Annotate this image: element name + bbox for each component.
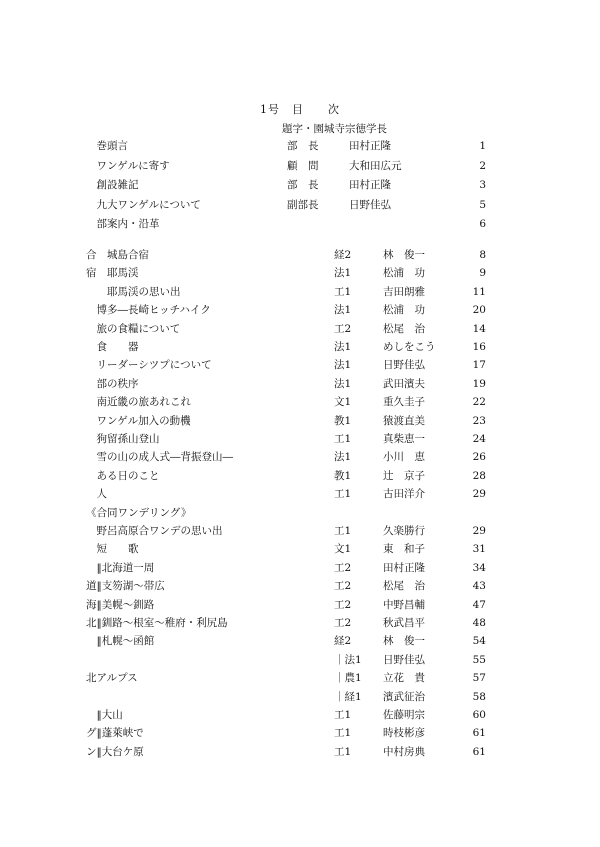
entry-page: 11 — [472, 285, 486, 298]
entry-affiliation: 工1 — [334, 525, 352, 537]
entry-affiliation: 工2 — [334, 322, 352, 335]
entry-affiliation: 工1 — [334, 285, 352, 298]
entry-author: 中野昌輔 — [383, 598, 425, 611]
entry-title: 創設雑記 — [86, 179, 139, 192]
toc-entry — [0, 159, 600, 177]
entry-author: 松浦 功 — [383, 267, 425, 280]
toc-entry — [0, 524, 600, 542]
entry-affiliation: 工1 — [334, 727, 352, 740]
entry-author: 大和田広元 — [349, 159, 402, 172]
entry-affiliation: 工2 — [334, 598, 352, 611]
entry-page: 14 — [472, 322, 486, 335]
entry-author: 重久圭子 — [383, 396, 425, 409]
entry-position: 部 長 — [287, 140, 319, 152]
entry-title: 野呂高原合ワンデの思い出 — [86, 525, 223, 537]
entry-affiliation: 工1 — [334, 433, 352, 445]
entry-position: 部 長 — [287, 179, 319, 192]
entry-affiliation: 文1 — [334, 396, 352, 409]
entry-page: 3 — [479, 179, 486, 192]
entry-author: 日野佳弘 — [383, 359, 425, 372]
entry-affiliation: 文1 — [334, 543, 352, 556]
entry-affiliation: 経2 — [334, 249, 352, 261]
entry-page: 5 — [479, 198, 486, 211]
toc-entry — [0, 178, 600, 196]
entry-title: 食 器 — [86, 341, 139, 353]
toc-entry — [0, 745, 600, 763]
entry-page: 34 — [472, 561, 486, 574]
entry-page: 2 — [479, 159, 486, 172]
entry-author: 武田濱夫 — [383, 377, 425, 390]
toc-entry — [0, 414, 600, 432]
entry-page: 61 — [472, 727, 486, 740]
entry-page: 22 — [472, 396, 486, 409]
entry-page: 61 — [472, 745, 486, 758]
entry-title: ‖大山 — [86, 709, 123, 721]
entry-title: ‖札幌～函館 — [86, 635, 155, 648]
entry-title: 短 歌 — [86, 543, 139, 556]
entry-author: 林 俊一 — [383, 635, 425, 648]
entry-author: 日野佳弘 — [383, 653, 425, 666]
entry-title: 北アルプス — [86, 672, 138, 685]
page-title: 1号 目 次 — [260, 103, 340, 116]
entry-title: リーダーシツプについて — [86, 359, 212, 372]
entry-author: 日野佳弘 — [349, 198, 391, 211]
entry-affiliation: 法1 — [334, 304, 352, 317]
entry-affiliation: 工2 — [334, 617, 352, 629]
entry-title: 宿 耶馬渓 — [86, 267, 139, 280]
entry-author: 田村正隆 — [349, 179, 391, 192]
entry-author: 秋武昌平 — [383, 617, 425, 629]
entry-affiliation: ｜農1 — [334, 672, 362, 685]
entry-page: 57 — [472, 672, 486, 685]
entry-page: 20 — [472, 304, 486, 317]
toc-entry — [0, 653, 600, 671]
toc-entry — [0, 139, 600, 157]
entry-page: 29 — [472, 525, 486, 537]
toc-entry — [0, 217, 600, 235]
entry-page: 16 — [472, 341, 486, 353]
entry-page: 6 — [479, 218, 486, 231]
entry-author: 田村正隆 — [383, 561, 425, 574]
entry-title: 合 城島合宿 — [86, 249, 149, 261]
entry-page: 55 — [472, 653, 486, 666]
toc-entry — [0, 198, 600, 216]
entry-affiliation: 経2 — [334, 635, 352, 648]
entry-title: ワンゲルに寄す — [86, 159, 170, 172]
entry-page: 29 — [472, 488, 486, 501]
entry-author: 濱武征治 — [383, 690, 425, 703]
entry-author: めしをこう — [383, 341, 436, 353]
entry-page: 23 — [472, 414, 486, 427]
entry-title: ン‖大台ケ原 — [86, 745, 144, 758]
entry-title: 博多―長崎ヒッチハイク — [86, 304, 211, 317]
entry-page: 48 — [472, 617, 486, 629]
toc-entry — [0, 487, 600, 505]
entry-title: グ‖蓬萊峡で — [86, 727, 144, 740]
toc-entry — [0, 432, 600, 450]
entry-affiliation: 教1 — [334, 414, 352, 427]
entry-page: 17 — [472, 359, 486, 372]
entry-page: 1 — [479, 140, 486, 152]
entry-page: 26 — [472, 451, 486, 464]
entry-title: 《合同ワンデリング》 — [86, 506, 192, 519]
entry-affiliation: 法1 — [334, 377, 352, 390]
entry-title: 旅の食糧について — [86, 322, 181, 335]
toc-entry — [0, 671, 600, 689]
entry-affiliation: 法1 — [334, 267, 352, 280]
toc-entry — [0, 340, 600, 358]
toc-entry — [0, 561, 600, 579]
toc-entry — [0, 690, 600, 708]
entry-title: 南近畿の旅あれこれ — [86, 396, 191, 409]
toc-entry — [0, 322, 600, 340]
entry-author: 久楽勝行 — [383, 525, 425, 537]
entry-title: 部の秩序 — [86, 377, 139, 390]
entry-affiliation: 教1 — [334, 469, 352, 482]
entry-title: 海‖美幌～釧路 — [86, 598, 155, 611]
entry-author: 東 和子 — [383, 543, 425, 556]
toc-entry — [0, 598, 600, 616]
entry-author: 猿渡直美 — [383, 414, 425, 427]
entry-title: ワンゲル加入の動機 — [86, 414, 191, 427]
entry-title: 巻頭言 — [86, 140, 128, 152]
entry-title: 耶馬渓の思い出 — [86, 285, 181, 298]
entry-author: 中村房典 — [383, 745, 425, 758]
page-subtitle: 題字・園城寺宗徳学長 — [282, 123, 387, 135]
toc-entry — [0, 708, 600, 726]
entry-author: 松浦 功 — [383, 304, 425, 317]
entry-author: 古田洋介 — [383, 488, 425, 501]
entry-author: 佐藤明宗 — [383, 709, 425, 721]
toc-entry — [0, 266, 600, 284]
entry-affiliation: ｜法1 — [334, 653, 362, 666]
entry-affiliation: 工1 — [334, 488, 352, 501]
entry-affiliation: 工2 — [334, 561, 352, 574]
entry-page: 8 — [479, 249, 486, 261]
toc-entry — [0, 469, 600, 487]
entry-page: 43 — [472, 580, 486, 593]
entry-page: 54 — [472, 635, 486, 648]
entry-page: 9 — [479, 267, 486, 280]
entry-title: 部案内・沿革 — [86, 218, 160, 231]
entry-affiliation: 工2 — [334, 580, 352, 593]
entry-page: 58 — [472, 690, 486, 703]
entry-title: 雪の山の成人式―背振登山― — [86, 451, 233, 464]
toc-entry — [0, 303, 600, 321]
toc-entry — [0, 726, 600, 744]
toc-entry — [0, 450, 600, 468]
entry-title: 狗留孫山登山 — [86, 433, 160, 445]
entry-title: ある日のこと — [86, 469, 160, 482]
entry-author: 林 俊一 — [383, 249, 425, 261]
entry-affiliation: 工1 — [334, 709, 352, 721]
entry-affiliation: 工1 — [334, 745, 352, 758]
entry-title: 九大ワンゲルについて — [86, 198, 201, 211]
toc-entry — [0, 358, 600, 376]
entry-title: ‖北海道一周 — [86, 561, 155, 574]
entry-position: 副部長 — [287, 198, 319, 211]
entry-author: 松尾 治 — [383, 580, 425, 593]
entry-affiliation: 法1 — [334, 359, 352, 372]
toc-entry — [0, 395, 600, 413]
entry-author: 田村正隆 — [349, 140, 391, 152]
entry-page: 31 — [472, 543, 486, 556]
entry-page: 24 — [472, 433, 486, 445]
entry-author: 小川 恵 — [383, 451, 425, 464]
toc-entry — [0, 579, 600, 597]
toc-entry — [0, 377, 600, 395]
entry-page: 60 — [472, 709, 486, 721]
entry-affiliation: 法1 — [334, 341, 352, 353]
entry-title: 北‖釧路～根室～稚府・利尻島 — [86, 617, 228, 629]
entry-author: 立花 貴 — [383, 672, 425, 685]
toc-entry — [0, 506, 600, 524]
entry-author: 真柴恵一 — [383, 433, 425, 445]
entry-title: 道‖支笏湖～帯広 — [86, 580, 165, 593]
entry-author: 時枝彬彦 — [383, 727, 425, 740]
entry-page: 28 — [472, 469, 486, 482]
entry-affiliation: 法1 — [334, 451, 352, 464]
entry-affiliation: ｜経1 — [334, 690, 362, 703]
entry-author: 辻 京子 — [383, 469, 425, 482]
toc-entry — [0, 542, 600, 560]
toc-entry — [0, 285, 600, 303]
entry-page: 19 — [472, 377, 486, 390]
entry-title: 人 — [86, 488, 107, 501]
entry-position: 顧 問 — [287, 159, 319, 172]
entry-author: 吉田朗雅 — [383, 285, 425, 298]
toc-entry — [0, 248, 600, 266]
toc-entry — [0, 616, 600, 634]
entry-author: 松尾 治 — [383, 322, 425, 335]
entry-page: 47 — [472, 598, 486, 611]
toc-entry — [0, 634, 600, 652]
